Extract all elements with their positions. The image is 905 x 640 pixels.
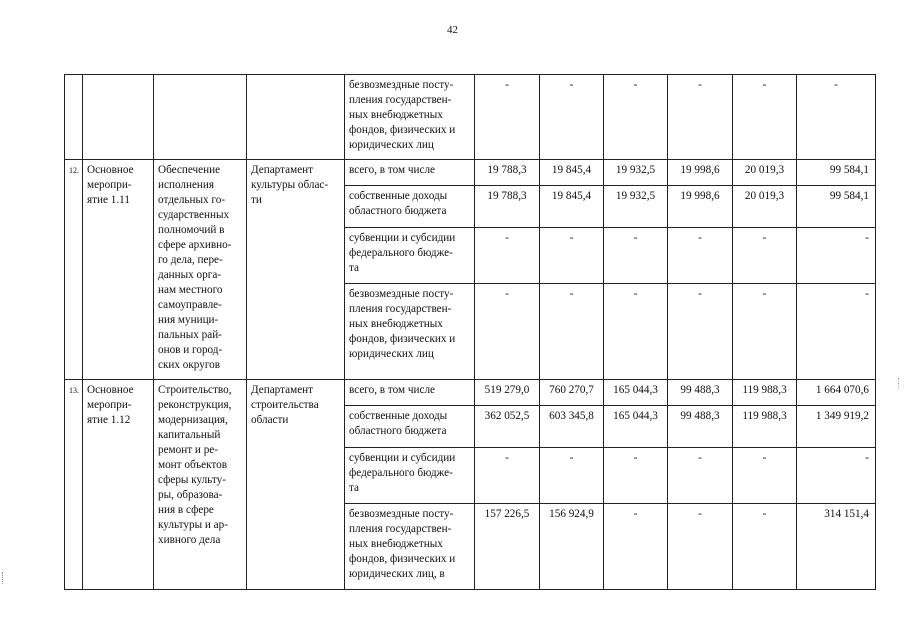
executor-cell: Департамент строительства области [247,380,345,590]
value-cell: 99 488,3 [668,406,733,448]
description-cell [154,75,247,160]
value-cell: 19 998,6 [668,186,733,228]
value-cell: - [668,75,733,160]
value-cell: 156 924,9 [540,504,604,590]
source-label: безвозмездные посту- пления государствен- ных внебюджетных фондов, физических и юридических лиц, в [345,504,475,590]
value-cell: - [540,228,604,284]
value-cell: - [668,228,733,284]
value-cell: - [668,504,733,590]
value-cell: 119 988,3 [733,380,797,406]
index-cell: 13. [65,380,83,590]
value-cell: 519 279,0 [475,380,540,406]
value-cell: 19 845,4 [540,186,604,228]
source-label: субвенции и субсидии федерального бюдже- та [345,448,475,504]
table-row [65,380,876,406]
description-cell: Строительство, реконструкция, модернизация, капитальный ремонт и ре- монт объектов сферы культу- ры, образова- ния в сфере культуры и ар- хивного дела [154,380,247,590]
value-cell: - [604,228,668,284]
source-label: всего, в том числе [345,160,475,186]
value-cell: 362 052,5 [475,406,540,448]
value-cell: - [475,448,540,504]
value-cell: - [797,284,876,380]
executor-cell: Департамент культуры облас- ти [247,160,345,380]
value-cell: 19 998,6 [668,160,733,186]
value-cell: 165 044,3 [604,406,668,448]
name-cell [83,75,154,160]
value-cell: 20 019,3 [733,186,797,228]
value-cell: 1 349 919,2 [797,406,876,448]
value-cell: 19 788,3 [475,186,540,228]
value-cell: - [604,448,668,504]
source-label: безвозмездные посту- пления государствен- ных внебюджетных фондов, физических и юридических лиц [345,284,475,380]
name-cell: Основное меропри- ятие 1.12 [83,380,154,590]
value-cell: - [733,504,797,590]
description-cell: Обеспечение исполнения отдельных го- сударственных полномочий в сфере архивно- го дела, пере- данных орга- нам местного самоуправле- ния муници- пальных рай- онов и город- ских округов [154,160,247,380]
value-cell: 19 932,5 [604,186,668,228]
value-cell: - [475,284,540,380]
executor-cell [247,75,345,160]
value-cell: 19 788,3 [475,160,540,186]
value-cell: 19 932,5 [604,160,668,186]
value-cell: - [733,75,797,160]
value-cell: - [733,448,797,504]
source-label: собственные доходы областного бюджета [345,186,475,228]
scan-artifact [2,572,6,584]
value-cell: - [540,448,604,504]
value-cell: 20 019,3 [733,160,797,186]
table-row [65,75,876,160]
value-cell: - [797,228,876,284]
budget-table [64,74,876,590]
value-cell: 119 988,3 [733,406,797,448]
scan-artifact [898,378,901,388]
value-cell: 19 845,4 [540,160,604,186]
source-label: безвозмездные посту- пления государствен- ных внебюджетных фондов, физических и юридических лиц [345,75,475,160]
value-cell: - [733,284,797,380]
value-cell: 760 270,7 [540,380,604,406]
name-cell: Основное меропри- ятие 1.11 [83,160,154,380]
value-cell: 157 226,5 [475,504,540,590]
value-cell: - [540,75,604,160]
value-cell: 314 151,4 [797,504,876,590]
value-cell: 603 345,8 [540,406,604,448]
source-label: субвенции и субсидии федерального бюдже- та [345,228,475,284]
value-cell: - [797,75,876,160]
index-cell: 12. [65,160,83,380]
value-cell: - [475,228,540,284]
value-cell: 99 488,3 [668,380,733,406]
source-label: всего, в том числе [345,380,475,406]
value-cell: - [668,448,733,504]
source-label: собственные доходы областного бюджета [345,406,475,448]
value-cell: - [668,284,733,380]
index-cell [65,75,83,160]
page-number: 42 [447,24,458,36]
value-cell: - [733,228,797,284]
value-cell: 1 664 070,6 [797,380,876,406]
value-cell: - [797,448,876,504]
value-cell: - [604,75,668,160]
value-cell: 165 044,3 [604,380,668,406]
value-cell: - [540,284,604,380]
value-cell: 99 584,1 [797,160,876,186]
value-cell: - [475,75,540,160]
value-cell: - [604,284,668,380]
value-cell: - [604,504,668,590]
table-row [65,160,876,186]
value-cell: 99 584,1 [797,186,876,228]
